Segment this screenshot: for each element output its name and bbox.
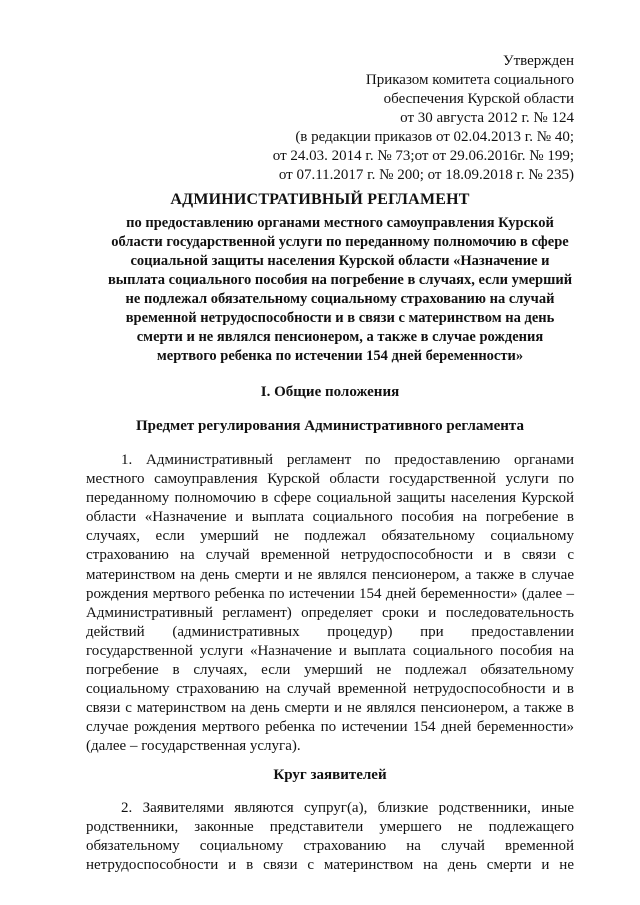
applicants-heading: Круг заявителей — [273, 767, 387, 783]
paragraph-line: нетрудоспособности и в связи с материнством на день смерти и не — [86, 857, 574, 874]
paragraph-line: Административный регламент) определяет сроки и последовательность — [86, 604, 574, 621]
approval-line: от 07.11.2017 г. № 200; от 18.09.2018 г. № 235) — [278, 167, 574, 183]
approval-line: Приказом комитета социального — [365, 72, 574, 88]
approval-line: Утвержден — [502, 53, 574, 69]
paragraph-line: (далее – государственная услуга). — [86, 738, 301, 755]
paragraph-line: случаях, если умерший не подлежал обязательному социальному — [86, 528, 574, 545]
subtitle-line: смерти и не являлся пенсионером, а также в случае рождения — [136, 329, 544, 345]
section-subheading: Предмет регулирования Административного регламента — [136, 418, 524, 434]
paragraph-line: области «Назначение и выплата социального пособия на погребение в — [86, 509, 574, 526]
subtitle-line: не подлежал обязательному социальному страхованию на случай — [125, 291, 555, 307]
paragraph-line: связи с материнством на день смерти и не являлся пенсионером, а также в — [86, 700, 574, 717]
document-title: АДМИНИСТРАТИВНЫЙ РЕГЛАМЕНТ — [170, 191, 470, 208]
approval-line: от 30 августа 2012 г. № 124 — [400, 110, 574, 126]
paragraph-line: родственники, законные представители умершего не подлежащего — [86, 819, 574, 836]
paragraph-line: случае рождения мертвого ребенка по истечении 154 дней беременности» — [86, 719, 574, 736]
approval-block — [273, 52, 574, 185]
paragraph-line: 1. Административный регламент по предоставлению органами — [121, 452, 574, 468]
section-heading: I. Общие положения — [260, 384, 400, 400]
approval-line: от 24.03. 2014 г. № 73;от от 29.06.2016г. № 199; — [272, 148, 574, 164]
subtitle-line: области государственной услуги по переданному полномочию в сфере — [111, 234, 569, 250]
paragraph-line: 2. Заявителями являются супруг(а), близкие родственники, иные — [121, 800, 574, 816]
paragraph-line: местного самоуправления Курской области государственной услуги по — [86, 471, 574, 488]
paragraph-line: страхованию на случай временной нетрудоспособности и в связи с — [86, 547, 574, 564]
document-subtitle — [95, 214, 585, 366]
paragraph-line: действий (административных процедур) при предоставлении — [86, 623, 574, 640]
paragraph-line: государственной услуги «Назначение и выплата социального пособия на — [86, 642, 574, 659]
paragraph-1 — [86, 451, 574, 757]
paragraph-line: рождения мертвого ребенка по истечении 154 дней беременности» (далее – — [86, 585, 574, 602]
subtitle-line: социальной защиты населения Курской области «Назначение и — [130, 253, 550, 269]
approval-line: обеспечения Курской области — [383, 91, 574, 107]
paragraph-line: погребение в случаях, если умерший не подлежал обязательному — [86, 662, 574, 679]
subtitle-line: по предоставлению органами местного самоуправления Курской — [126, 215, 554, 231]
subtitle-line: выплата социального пособия на погребение в случаях, если умерший — [107, 272, 573, 288]
paragraph-2 — [86, 799, 574, 875]
paragraph-line: переданному полномочию в сфере социальной защиты населения Курской — [86, 490, 574, 507]
subtitle-line: временной нетрудоспособности и в связи с материнством на день — [125, 310, 555, 326]
subtitle-line: мертвого ребенка по истечении 154 дней беременности» — [156, 348, 524, 364]
paragraph-line: материнством на день смерти и не являлся пенсионером, а также в случае — [86, 566, 574, 583]
paragraph-line: социальному страхованию на случай временной нетрудоспособности и в — [86, 681, 574, 698]
paragraph-line: обязательному социальному страхованию на случай временной — [86, 838, 574, 855]
approval-line: (в редакции приказов от 02.04.2013 г. № 40; — [295, 129, 574, 145]
